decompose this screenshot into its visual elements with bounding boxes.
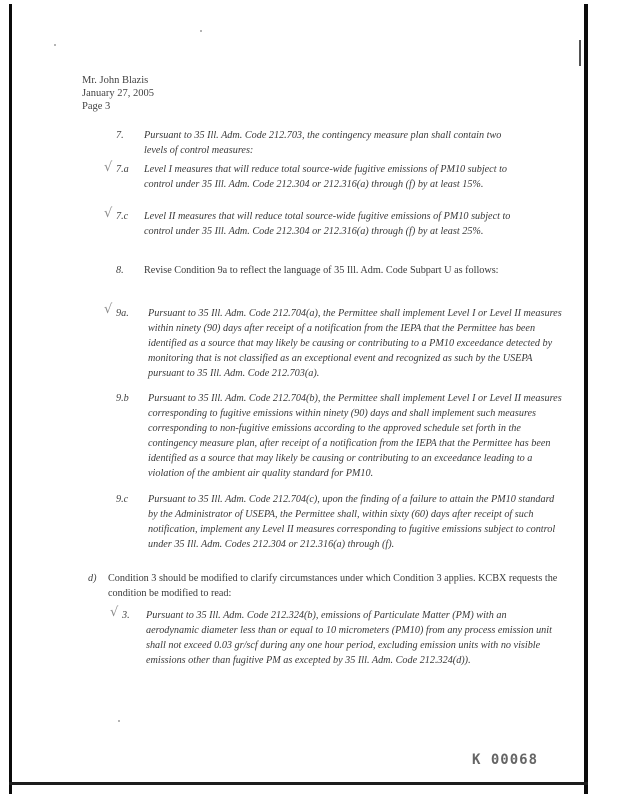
- checkmark-icon: √: [104, 160, 113, 175]
- item-text: Pursuant to 35 Ill. Adm. Code 212.704(c), upon the finding of a failure to attain the PM10 standard by the Administrator of USEPA, the Permittee shall, within sixty (60) days after receipt of such notification, implement any Level II measures corresponding to fugitive emissions subject to control under 35 Ill. Adm. Codes 212.304 or 212.316(a) through (f).: [148, 494, 556, 550]
- item-text: Level II measures that will reduce total source-wide fugitive emissions of PM10 subject to control under 35 Ill. Adm. Code 212.304 or 212.316(a) through (f) by at least 25%.: [144, 211, 511, 237]
- item-text: Level I measures that will reduce total source-wide fugitive emissions of PM10 subject to control under 35 Ill. Adm. Code 212.304 or 212.316(a) through (f) by at least 15%.: [144, 164, 508, 190]
- item-text: Pursuant to 35 Ill. Adm. Code 212.703, the contingency measure plan shall contain two levels of control measures:: [144, 130, 502, 156]
- condition-item-8: [116, 263, 556, 295]
- page-number: Page 3: [82, 101, 111, 112]
- item-number: 3.: [122, 610, 130, 621]
- item-text: Pursuant to 35 Ill. Adm. Code 212.324(b), emissions of Particulate Matter (PM) with an aerodynamic diameter less than or equal to 10 micrometers (PM10) from any process emission unit shall not exceed 0.03 gr/scf during any one hour period, excluding emission units with no visible emissions other than fugitive PM as excepted by 35 Ill. Adm. Code 212.324(d)).: [146, 610, 552, 666]
- scan-speck: [200, 30, 202, 32]
- item-number: 9.c: [116, 494, 129, 505]
- item-number: 9.b: [116, 393, 129, 404]
- item-number: 8.: [116, 265, 124, 276]
- bates-stamp: K 00068: [472, 752, 539, 768]
- condition-item-9a: [116, 306, 576, 386]
- condition-item-7c: [116, 209, 556, 257]
- scan-edge-left: [9, 4, 12, 794]
- checkmark-icon: √: [110, 605, 119, 620]
- recipient-line: Mr. John Blazis: [82, 75, 149, 86]
- item-text: Pursuant to 35 Ill. Adm. Code 212.704(a), the Permittee shall implement Level I or Level II measures within ninety (90) days after receipt of a notification from the IEPA that the Permittee has been identified as a source that may likely be causing or contributing to a PM10 exceedance detected by monitoring that is not classified as an exceptional event and recognized as such by the USEPA pursuant to 35 Ill. Adm. Code 212.703(a).: [148, 308, 562, 379]
- item-text: Revise Condition 9a to reflect the language of 35 Ill. Adm. Code Subpart U as follows:: [144, 265, 499, 276]
- condition-item-3: [122, 608, 582, 688]
- item-number: 7.a: [116, 164, 129, 175]
- item-text: Condition 3 should be modified to clarify circumstances under which Condition 3 applies. KCBX requests the condition be modified to read:: [108, 573, 558, 599]
- condition-item-9c: [116, 492, 576, 556]
- checkmark-icon: √: [104, 302, 113, 317]
- item-number: 7.: [116, 130, 124, 141]
- scan-speck: [54, 44, 56, 46]
- condition-item-7: [116, 128, 556, 160]
- scan-mark: [579, 40, 581, 66]
- scan-speck: [118, 720, 120, 722]
- scan-edge-bottom: [9, 782, 588, 785]
- condition-item-d: [88, 571, 568, 603]
- date-line: January 27, 2005: [82, 88, 155, 99]
- item-number: 7.c: [116, 211, 129, 222]
- item-number: 9a.: [116, 308, 129, 319]
- condition-item-9b: [116, 391, 576, 487]
- checkmark-icon: √: [104, 206, 113, 221]
- letter-header: [82, 74, 154, 113]
- condition-item-7a: [116, 162, 556, 210]
- scan-edge-right: [584, 4, 588, 794]
- item-number: d): [88, 573, 97, 584]
- item-text: Pursuant to 35 Ill. Adm. Code 212.704(b), the Permittee shall implement Level I or Level II measures corresponding to fugitive emissions within ninety (90) days and shall implement such measures corresponding to non-fugitive emissions according to the approved schedule set forth in the contingency measure plan, after receipt of a notification from the IEPA that the Permittee has been identified as a source that may likely be causing or contributing to an exceedance leading to a violation of the ambient air quality standard for PM10.: [148, 393, 562, 479]
